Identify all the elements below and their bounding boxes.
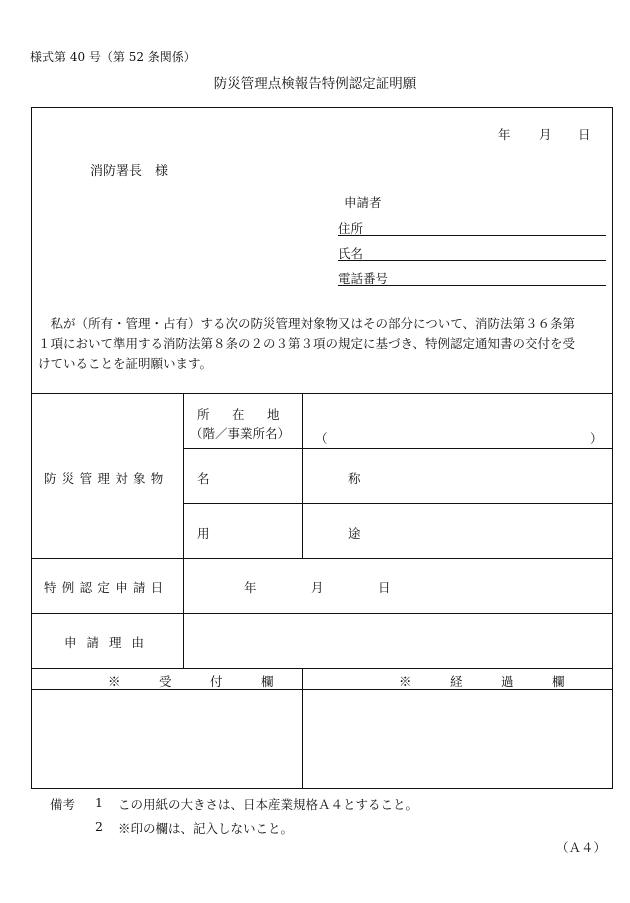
location-label: 所 在 地 — [197, 407, 285, 422]
location-paren-open: （ — [315, 431, 328, 446]
applicant-name-field[interactable]: 氏名 — [338, 244, 606, 261]
note-text: この用紙の大きさは、日本産業規格Ａ４とすること。 — [118, 797, 419, 812]
application-reason-label: 申請理由 — [64, 635, 155, 650]
applicant-phone-field[interactable]: 電話番号 — [338, 269, 606, 286]
table-rule — [183, 448, 613, 449]
applicant-address-field[interactable]: 住所 — [338, 219, 606, 236]
note-text: ※印の欄は、記入しないこと。 — [118, 821, 294, 836]
location-paren-close: ） — [590, 431, 603, 446]
object-label-text: 防災管理対象物 — [44, 471, 169, 486]
notes-label: 備考 — [50, 797, 76, 812]
date-day-label: 日 — [578, 127, 591, 142]
application-date-month: 月 — [311, 580, 324, 595]
statement-line: けていることを証明願います。 — [38, 356, 213, 371]
use-label: 用 途 — [197, 526, 424, 541]
form-title: 防災管理点検報告特例認定証明願 — [213, 76, 417, 92]
name-label: 名 称 — [197, 471, 424, 486]
location-input[interactable] — [330, 410, 585, 446]
application-date-day: 日 — [378, 580, 391, 595]
table-rule — [31, 668, 613, 669]
progress-column-label: ※ 経 過 欄 — [399, 674, 578, 689]
application-reason-input[interactable] — [185, 615, 612, 667]
name-input[interactable] — [304, 450, 612, 502]
date-year-label: 年 — [498, 127, 511, 142]
table-rule — [183, 503, 613, 504]
form-number: 様式第 40 号（第 52 条関係） — [30, 50, 196, 64]
statement-line: １項において準用する消防法第８条の２の３第３項の規定に基づき、特例認定通知書の交付を受 — [38, 336, 576, 351]
table-rule — [302, 668, 303, 789]
note-number: 2 — [95, 819, 103, 834]
application-date-label: 特例認定申請日 — [44, 580, 169, 595]
paper-size-label: （Ａ４） — [556, 840, 607, 855]
application-date-year: 年 — [244, 580, 257, 595]
table-rule — [31, 558, 613, 559]
note-number: 1 — [95, 795, 103, 810]
use-input[interactable] — [304, 505, 612, 557]
statement-line: 私が（所有・管理・占有）する次の防災管理対象物又はその部分について、消防法第３６条第 — [38, 316, 576, 331]
addressee: 消防署長 様 — [90, 164, 169, 179]
location-sublabel: （階／事業所名） — [190, 426, 291, 441]
statement-text — [38, 314, 608, 374]
reception-column-label: ※ 受 付 欄 — [108, 674, 287, 689]
table-rule — [31, 613, 613, 614]
application-date-input[interactable] — [185, 560, 612, 612]
applicant-label: 申請者 — [344, 195, 382, 210]
object-label — [44, 469, 172, 487]
date-month-label: 月 — [539, 127, 552, 142]
table-rule — [183, 394, 184, 668]
